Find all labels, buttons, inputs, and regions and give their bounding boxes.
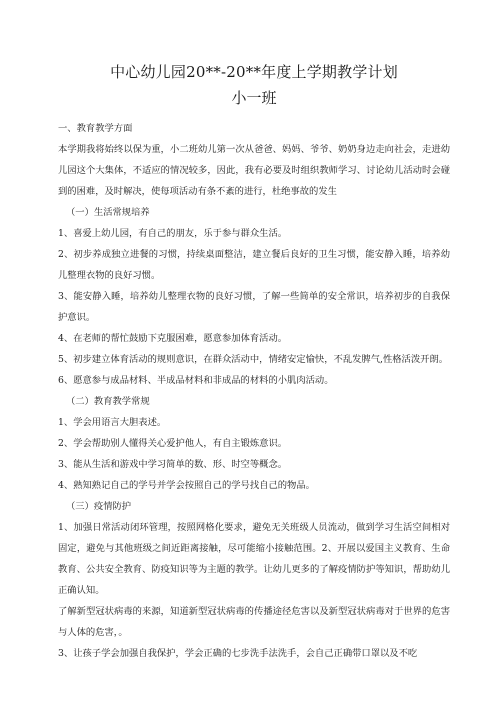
subsection-heading-life-routine: （一）生活常规培养: [66, 207, 150, 218]
list-item: 1、加强日常活动闭环管理，按照网格化要求，避免无关班级人员流动，做到学习生活空间相对固定，避免与其他班级之间近距离接触，尽可能缩小接触范围。2、开展以爱国主义教育、生命教育、公共安全教育、防疫知识等为主题的教学。让幼儿更多的了解疫情防护等知识，帮助幼儿正确认知。: [58, 522, 450, 596]
document-subtitle: 小一班: [231, 89, 277, 107]
list-item: 1、学会用语言大胆表述。: [58, 417, 167, 428]
list-item: 4、熟知熟记自己的学号并学会按照自己的学号找自己的物品。: [58, 480, 315, 491]
document-title: 中心幼儿园20**-20**年度上学期教学计划: [110, 63, 398, 81]
subsection-heading-teaching-routine: （二）教育教学常规: [66, 396, 150, 407]
paragraph: 了解新型冠状病毒的来源，知道新型冠状病毒的传播途径危害以及新型冠状病毒对于世界的危害与人体的危害，。: [58, 606, 450, 638]
list-item: 3、能安静入睡，培养幼儿整理衣物的良好习惯，了解一些简单的安全常识，培养初步的自我保护意识。: [58, 291, 450, 323]
intro-paragraph: 本学期我将始终以保为重，小二班幼儿第一次从爸爸、妈妈、爷爷、奶奶身边走向社会，走进幼儿园这个大集体，不适应的情况较多，因此，我有必要及时组织教师学习、讨论幼儿活动时会碰到的困难，及时解决，使每项活动有条不紊的进行，杜绝事故的发生: [58, 144, 450, 197]
subsection-heading-epidemic-protection: （三）疫情防护: [66, 501, 132, 512]
list-item: 6、愿意参与成品材料、半成品材料和非成品的材料的小肌肉活动。: [58, 375, 334, 386]
list-item: 5、初步建立体育活动的规则意识，在群众活动中，情绪安定愉快，不乱发脾气,性格活泼开朗。: [58, 354, 449, 365]
list-item: 4、在老师的帮忙鼓励下克服困难，愿意参加体育活动。: [58, 333, 288, 344]
list-item: 2、初步养成独立进餐的习惯，持续桌面整洁，建立餐后良好的卫生习惯，能安静入睡，培养幼儿整理衣物的良好习惯。: [58, 249, 450, 281]
list-item: 2、学会帮助别人懂得关心爱护他人，有自主锻炼意识。: [58, 438, 288, 449]
section-heading: 一、教育教学方面: [58, 123, 133, 134]
list-item: 3、让孩子学会加强自我保护，学会正确的七步洗手法洗手，会自己正确带口罩以及不吃: [58, 648, 418, 659]
list-item: 3、能从生活和游戏中学习简单的数、形、时空等概念。: [58, 459, 288, 470]
list-item: 1、喜爱上幼儿园，有自己的朋友，乐于参与群众生活。: [58, 228, 288, 239]
